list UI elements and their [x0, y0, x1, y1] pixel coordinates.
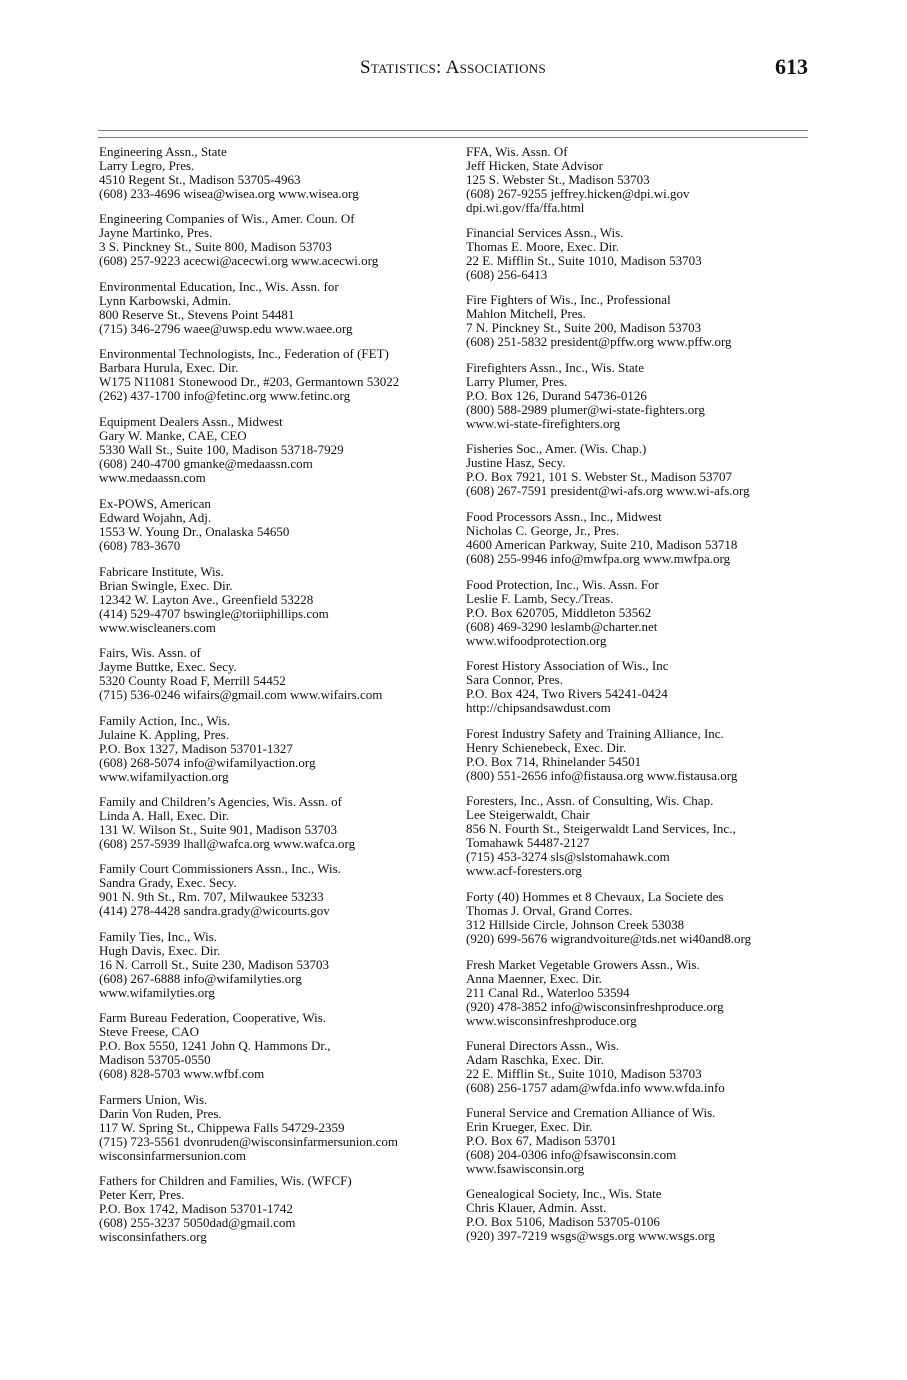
- entry-line: www.medaassn.com: [99, 470, 206, 485]
- entry-line: Jeff Hicken, State Advisor: [466, 158, 603, 173]
- entry-line: 7 N. Pinckney St., Suite 200, Madison 53703: [466, 320, 702, 335]
- entry-line: 856 N. Fourth St., Steigerwaldt Land Services, Inc.,: [466, 821, 736, 836]
- entry-line: Jayme Buttke, Exec. Secy.: [99, 659, 237, 674]
- entry-line: Mahlon Mitchell, Pres.: [466, 306, 586, 321]
- association-entry: [99, 646, 382, 702]
- entry-line: www.wi-state-firefighters.org: [466, 416, 621, 431]
- entry-line: (920) 397-7219 wsgs@wsgs.org www.wsgs.org: [466, 1228, 715, 1243]
- association-entry: [466, 1039, 725, 1095]
- entry-name: Fire Fighters of Wis., Inc., Professional: [466, 292, 671, 307]
- entry-line: wisconsinfarmersunion.com: [99, 1148, 246, 1163]
- entry-name: Environmental Education, Inc., Wis. Assn. for: [99, 279, 339, 294]
- entry-line: (608) 251-5832 president@pffw.org www.pffw.org: [466, 334, 732, 349]
- entry-name: Ex-POWS, American: [99, 496, 211, 511]
- entry-line: (800) 588-2989 plumer@wi-state-fighters.org: [466, 402, 705, 417]
- entry-line: P.O. Box 620705, Middleton 53562: [466, 605, 652, 620]
- entry-line: (608) 828-5703 www.wfbf.com: [99, 1066, 265, 1081]
- entry-name: Genealogical Society, Inc., Wis. State: [466, 1186, 662, 1201]
- entry-line: 3 S. Pinckney St., Suite 800, Madison 53703: [99, 239, 332, 254]
- entry-line: Adam Raschka, Exec. Dir.: [466, 1052, 604, 1067]
- entry-name: Foresters, Inc., Assn. of Consulting, Wis. Chap.: [466, 793, 714, 808]
- entry-line: (608) 256-1757 adam@wfda.info www.wfda.info: [466, 1080, 725, 1095]
- entry-line: www.fsawisconsin.org: [466, 1161, 585, 1176]
- entry-name: Family Ties, Inc., Wis.: [99, 929, 218, 944]
- entry-name: Funeral Service and Cremation Alliance of Wis.: [466, 1105, 716, 1120]
- entry-name: Fabricare Institute, Wis.: [99, 564, 224, 579]
- entry-name: Farmers Union, Wis.: [99, 1092, 208, 1107]
- association-entry: [99, 1093, 398, 1163]
- entry-name: Food Processors Assn., Inc., Midwest: [466, 509, 662, 524]
- entry-line: P.O. Box 714, Rhinelander 54501: [466, 754, 642, 769]
- association-entry: [99, 795, 355, 851]
- running-title: Statistics: Associations: [359, 57, 547, 78]
- entry-line: 22 E. Mifflin St., Suite 1010, Madison 53703: [466, 253, 702, 268]
- header-rule-bottom: [98, 137, 808, 138]
- entry-line: (608) 255-3237 5050dad@gmail.com: [99, 1215, 296, 1230]
- association-entry: [99, 1174, 352, 1244]
- entry-line: 901 N. 9th St., Rm. 707, Milwaukee 53233: [99, 889, 324, 904]
- entry-line: 4510 Regent St., Madison 53705-4963: [99, 172, 301, 187]
- entry-line: (414) 278-4428 sandra.grady@wicourts.gov: [99, 903, 330, 918]
- entry-line: (715) 536-0246 wifairs@gmail.com www.wifairs.com: [99, 687, 383, 702]
- entry-line: (715) 346-2796 waee@uwsp.edu www.waee.org: [99, 321, 353, 336]
- entry-line: (608) 783-3670: [99, 538, 181, 553]
- entry-line: Darin Von Ruden, Pres.: [99, 1106, 222, 1121]
- entry-line: 131 W. Wilson St., Suite 901, Madison 53703: [99, 822, 337, 837]
- entry-line: (608) 268-5074 info@wifamilyaction.org: [99, 755, 316, 770]
- association-entry: [466, 727, 737, 783]
- entry-line: (608) 256-6413: [466, 267, 548, 282]
- entry-line: 125 S. Webster St., Madison 53703: [466, 172, 650, 187]
- entry-line: (608) 469-3290 leslamb@charter.net: [466, 619, 658, 634]
- entry-line: Thomas E. Moore, Exec. Dir.: [466, 239, 620, 254]
- entry-line: Tomahawk 54487-2127: [466, 835, 590, 850]
- entry-line: Henry Schienebeck, Exec. Dir.: [466, 740, 627, 755]
- entry-name: Family and Children’s Agencies, Wis. Assn. of: [99, 794, 342, 809]
- entry-line: www.wifoodprotection.org: [466, 633, 607, 648]
- association-entry: [99, 862, 341, 918]
- association-entry: [466, 293, 732, 349]
- entry-line: (608) 267-6888 info@wifamilyties.org: [99, 971, 302, 986]
- entry-line: Anna Maenner, Exec. Dir.: [466, 971, 602, 986]
- entry-line: 312 Hillside Circle, Johnson Creek 53038: [466, 917, 685, 932]
- entry-line: Barbara Hurula, Exec. Dir.: [99, 360, 239, 375]
- entry-name: Fairs, Wis. Assn. of: [99, 645, 201, 660]
- entry-line: Julaine K. Appling, Pres.: [99, 727, 229, 742]
- entry-line: Lynn Karbowski, Admin.: [99, 293, 232, 308]
- association-entry: [99, 930, 329, 1000]
- entry-line: (608) 204-0306 info@fsawisconsin.com: [466, 1147, 677, 1162]
- entry-line: P.O. Box 1742, Madison 53701-1742: [99, 1201, 293, 1216]
- entry-name: Family Action, Inc., Wis.: [99, 713, 231, 728]
- association-entry: [466, 1106, 715, 1176]
- entry-name: Fisheries Soc., Amer. (Wis. Chap.): [466, 441, 647, 456]
- entry-line: P.O. Box 126, Durand 54736-0126: [466, 388, 647, 403]
- entry-line: Hugh Davis, Exec. Dir.: [99, 943, 221, 958]
- entry-line: (715) 453-3274 sls@slstomahawk.com: [466, 849, 670, 864]
- entry-line: Larry Plumer, Pres.: [466, 374, 568, 389]
- association-entry: [466, 1187, 715, 1243]
- entry-line: Chris Klauer, Admin. Asst.: [466, 1200, 607, 1215]
- association-entry: [466, 958, 724, 1028]
- entry-line: Leslie F. Lamb, Secy./Treas.: [466, 591, 614, 606]
- association-entry: [466, 890, 751, 946]
- entry-line: Lee Steigerwaldt, Chair: [466, 807, 590, 822]
- entry-line: P.O. Box 5550, 1241 John Q. Hammons Dr.,: [99, 1038, 331, 1053]
- entry-line: (262) 437-1700 info@fetinc.org www.fetinc.org: [99, 388, 351, 403]
- association-entry: [466, 659, 669, 715]
- association-entry: [466, 145, 690, 215]
- association-entry: [99, 212, 378, 268]
- entry-name: Forest Industry Safety and Training Alliance, Inc.: [466, 726, 724, 741]
- association-entry: [99, 347, 399, 403]
- entry-line: 117 W. Spring St., Chippewa Falls 54729-2359: [99, 1120, 345, 1135]
- association-entry: [466, 578, 659, 648]
- entry-line: (608) 267-9255 jeffrey.hicken@dpi.wi.gov: [466, 186, 690, 201]
- association-entry: [99, 415, 344, 485]
- entry-name: Food Protection, Inc., Wis. Assn. For: [466, 577, 659, 592]
- entry-name: Environmental Technologists, Inc., Federation of (FET): [99, 346, 389, 361]
- entry-line: Sandra Grady, Exec. Secy.: [99, 875, 237, 890]
- entry-name: Forest History Association of Wis., Inc: [466, 658, 669, 673]
- page-number: 613: [775, 54, 808, 79]
- header-rule-top: [98, 130, 808, 131]
- entry-line: P.O. Box 67, Madison 53701: [466, 1133, 617, 1148]
- entry-line: 5320 County Road F, Merrill 54452: [99, 673, 286, 688]
- entry-line: 4600 American Parkway, Suite 210, Madison 53718: [466, 537, 738, 552]
- association-entry: [99, 280, 353, 336]
- entry-line: (920) 699-5676 wigrandvoiture@tds.net wi40and8.org: [466, 931, 752, 946]
- entry-name: Fathers for Children and Families, Wis. (WFCF): [99, 1173, 352, 1188]
- entry-name: Financial Services Assn., Wis.: [466, 225, 624, 240]
- association-entry: [99, 145, 359, 201]
- association-entry: [466, 794, 736, 878]
- entry-line: 1553 W. Young Dr., Onalaska 54650: [99, 524, 290, 539]
- entry-line: 5330 Wall St., Suite 100, Madison 53718-7929: [99, 442, 344, 457]
- entry-name: Fresh Market Vegetable Growers Assn., Wis.: [466, 957, 700, 972]
- entry-line: Madison 53705-0550: [99, 1052, 211, 1067]
- entry-line: Sara Connor, Pres.: [466, 672, 563, 687]
- association-entry: [466, 442, 750, 498]
- entry-line: 16 N. Carroll St., Suite 230, Madison 53703: [99, 957, 330, 972]
- entry-line: Jayne Martinko, Pres.: [99, 225, 213, 240]
- entry-name: Forty (40) Hommes et 8 Chevaux, La Societe des: [466, 889, 724, 904]
- entry-line: www.wifamilyaction.org: [99, 769, 229, 784]
- association-entry: [99, 565, 329, 635]
- entry-name: Engineering Assn., State: [99, 144, 227, 159]
- entry-line: (608) 240-4700 gmanke@medaassn.com: [99, 456, 313, 471]
- entry-line: Linda A. Hall, Exec. Dir.: [99, 808, 229, 823]
- entry-line: www.wisconsinfreshproduce.org: [466, 1013, 637, 1028]
- association-entry: [99, 714, 315, 784]
- entry-line: Thomas J. Orval, Grand Corres.: [466, 903, 633, 918]
- entry-name: Equipment Dealers Assn., Midwest: [99, 414, 283, 429]
- association-entry: [466, 226, 702, 282]
- entry-line: P.O. Box 1327, Madison 53701-1327: [99, 741, 293, 756]
- entry-name: Farm Bureau Federation, Cooperative, Wis.: [99, 1010, 327, 1025]
- entry-name: FFA, Wis. Assn. Of: [466, 144, 568, 159]
- entry-line: 211 Canal Rd., Waterloo 53594: [466, 985, 630, 1000]
- entry-line: (608) 257-9223 acecwi@acecwi.org www.acecwi.org: [99, 253, 379, 268]
- association-entry: [99, 497, 289, 553]
- entry-line: P.O. Box 424, Two Rivers 54241-0424: [466, 686, 668, 701]
- entry-line: www.acf-foresters.org: [466, 863, 582, 878]
- entry-line: Brian Swingle, Exec. Dir.: [99, 578, 233, 593]
- entry-line: 22 E. Mifflin St., Suite 1010, Madison 53703: [466, 1066, 702, 1081]
- entry-line: Erin Krueger, Exec. Dir.: [466, 1119, 593, 1134]
- entry-line: Steve Freese, CAO: [99, 1024, 200, 1039]
- entry-line: www.wifamilyties.org: [99, 985, 215, 1000]
- entry-line: 12342 W. Layton Ave., Greenfield 53228: [99, 592, 314, 607]
- page-header: [98, 52, 808, 88]
- entry-line: www.wiscleaners.com: [99, 620, 216, 635]
- association-entry: [466, 510, 737, 566]
- entry-line: W175 N11081 Stonewood Dr., #203, Germantown 53022: [99, 374, 400, 389]
- entry-line: http://chipsandsawdust.com: [466, 700, 611, 715]
- entry-name: Funeral Directors Assn., Wis.: [466, 1038, 620, 1053]
- entry-name: Engineering Companies of Wis., Amer. Coun. Of: [99, 211, 355, 226]
- entry-line: Edward Wojahn, Adj.: [99, 510, 212, 525]
- entry-line: (800) 551-2656 info@fistausa.org www.fistausa.org: [466, 768, 738, 783]
- entry-line: wisconsinfathers.org: [99, 1229, 207, 1244]
- entry-line: Justine Hasz, Secy.: [466, 455, 566, 470]
- entry-line: 800 Reserve St., Stevens Point 54481: [99, 307, 295, 322]
- entry-line: (608) 257-5939 lhall@wafca.org www.wafca.org: [99, 836, 356, 851]
- entry-line: P.O. Box 5106, Madison 53705-0106: [466, 1214, 660, 1229]
- entry-name: Firefighters Assn., Inc., Wis. State: [466, 360, 644, 375]
- entry-line: (608) 267-7591 president@wi-afs.org www.wi-afs.org: [466, 483, 750, 498]
- entry-line: P.O. Box 7921, 101 S. Webster St., Madison 53707: [466, 469, 732, 484]
- entry-name: Family Court Commissioners Assn., Inc., Wis.: [99, 861, 341, 876]
- entry-line: Peter Kerr, Pres.: [99, 1187, 185, 1202]
- association-entry: [466, 361, 705, 431]
- entry-line: (414) 529-4707 bswingle@toriiphillips.com: [99, 606, 329, 621]
- association-entry: [99, 1011, 331, 1081]
- entry-line: Larry Legro, Pres.: [99, 158, 195, 173]
- entry-line: Nicholas C. George, Jr., Pres.: [466, 523, 620, 538]
- entry-line: (608) 233-4696 wisea@wisea.org www.wisea.org: [99, 186, 359, 201]
- entry-line: (608) 255-9946 info@mwfpa.org www.mwfpa.org: [466, 551, 731, 566]
- entry-line: (715) 723-5561 dvonruden@wisconsinfarmersunion.com: [99, 1134, 398, 1149]
- entry-line: (920) 478-3852 info@wisconsinfreshproduce.org: [466, 999, 724, 1014]
- entry-line: Gary W. Manke, CAE, CEO: [99, 428, 247, 443]
- entry-line: dpi.wi.gov/ffa/ffa.html: [466, 200, 585, 215]
